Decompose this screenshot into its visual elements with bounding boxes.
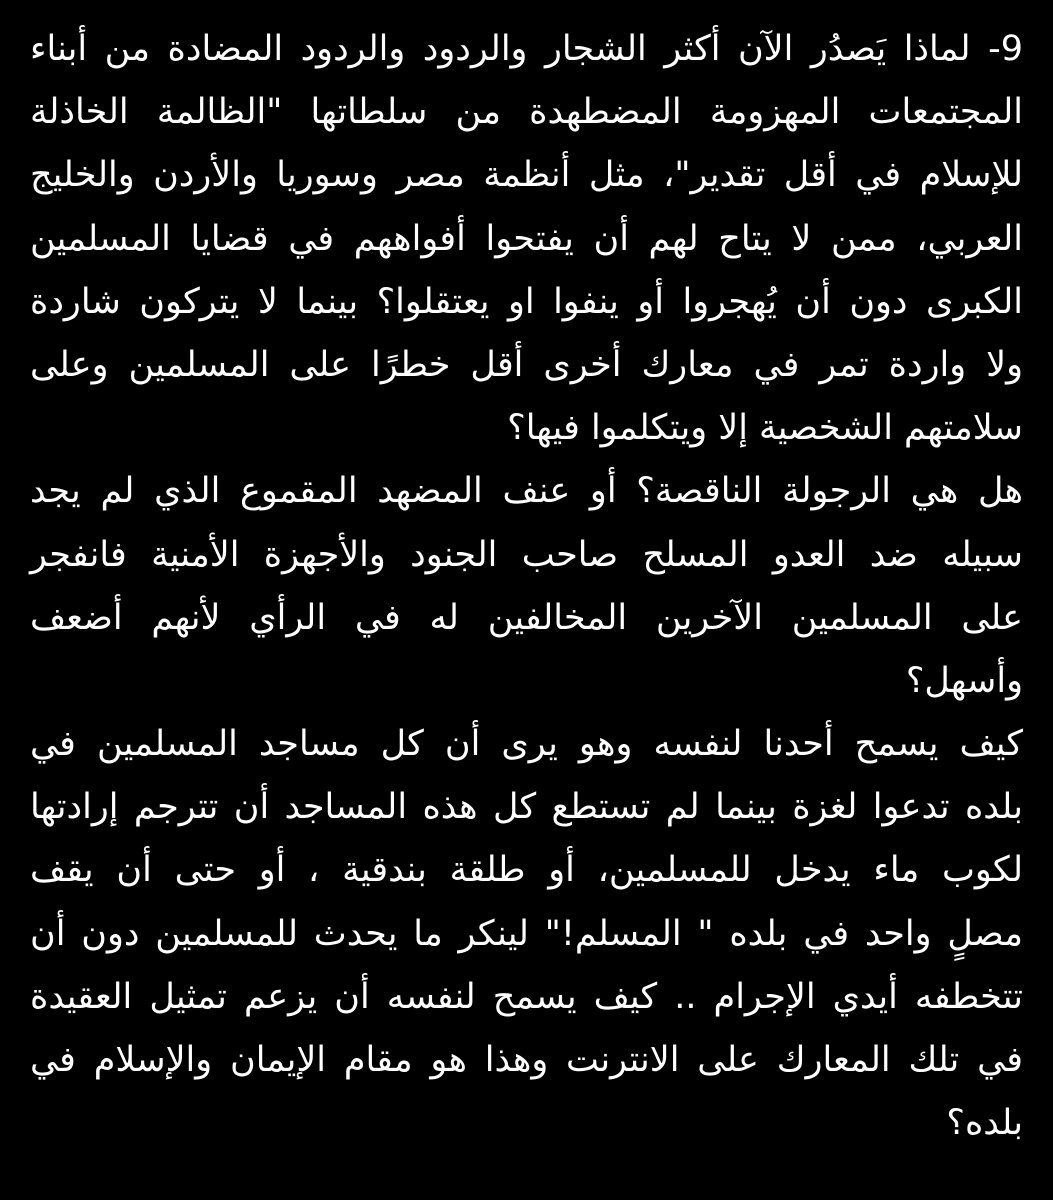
text-line: وأسهل؟ — [905, 660, 1023, 701]
text-line: هل هي الرجولة الناقصة؟ أو عنف المضهد المقموع الذي لم يجد — [30, 471, 1023, 512]
text-line: على المسلمين الآخرين المخالفين له في الرأي لأنهم أضعف — [30, 597, 1023, 638]
text-line: سبيله ضد العدو المسلح صاحب الجنود والأجهزة الأمنية فانفجر — [30, 534, 1023, 575]
text-line: في تلك المعارك على الانترنت وهذا هو مقام الإيمان والإسلام في — [30, 1040, 1023, 1080]
text-line: بلده تدعوا لغزة بينما لم تستطع كل هذه المساجد أن تترجم إرادتها — [30, 787, 1023, 828]
paragraph-question-9 — [30, 18, 1023, 460]
text-line: المجتمعات المهزومة المضطهدة من سلطاتها "الظالمة الخاذلة — [30, 92, 1023, 133]
text-line: كيف يسمح أحدنا لنفسه وهو يرى أن كل مساجد المسلمين في — [30, 724, 1023, 765]
text-line: سلامتهم الشخصية إلا ويتكلموا فيها؟ — [507, 408, 1023, 449]
text-line: للإسلام في أقل تقدير"، مثل أنظمة مصر وسوريا والأردن والخليج — [30, 155, 1023, 196]
text-line: 9- لماذا يَصدُر الآن أكثر الشجار والردود والردود المضادة من أبناء — [30, 29, 1023, 69]
text-line: الكبرى دون أن يُهجروا أو ينفوا او يعتقلوا؟ بينما لا يتركون شاردة — [30, 281, 1023, 322]
text-line: لكوب ماء يدخل للمسلمين، أو طلقة بندقية ، أو حتى أن يقف — [30, 850, 1023, 891]
paragraph-manhood-question — [30, 460, 1023, 713]
text-body — [30, 18, 1023, 1155]
paragraph-mosques-question — [30, 713, 1023, 1155]
text-line: تتخطفه أيدي الإجرام .. كيف يسمح لنفسه أن يزعم تمثيل العقيدة — [30, 976, 1023, 1017]
text-line: مصلٍ واحد في بلده " المسلم!" لينكر ما يحدث للمسلمين دون أن — [30, 913, 1023, 954]
text-line: بلده؟ — [946, 1103, 1023, 1144]
text-line: العربي، ممن لا يتاح لهم أن يفتحوا أفواههم في قضايا المسلمين — [30, 218, 1023, 259]
text-line: ولا واردة تمر في معارك أخرى أقل خطرًا على المسلمين وعلى — [30, 344, 1023, 385]
